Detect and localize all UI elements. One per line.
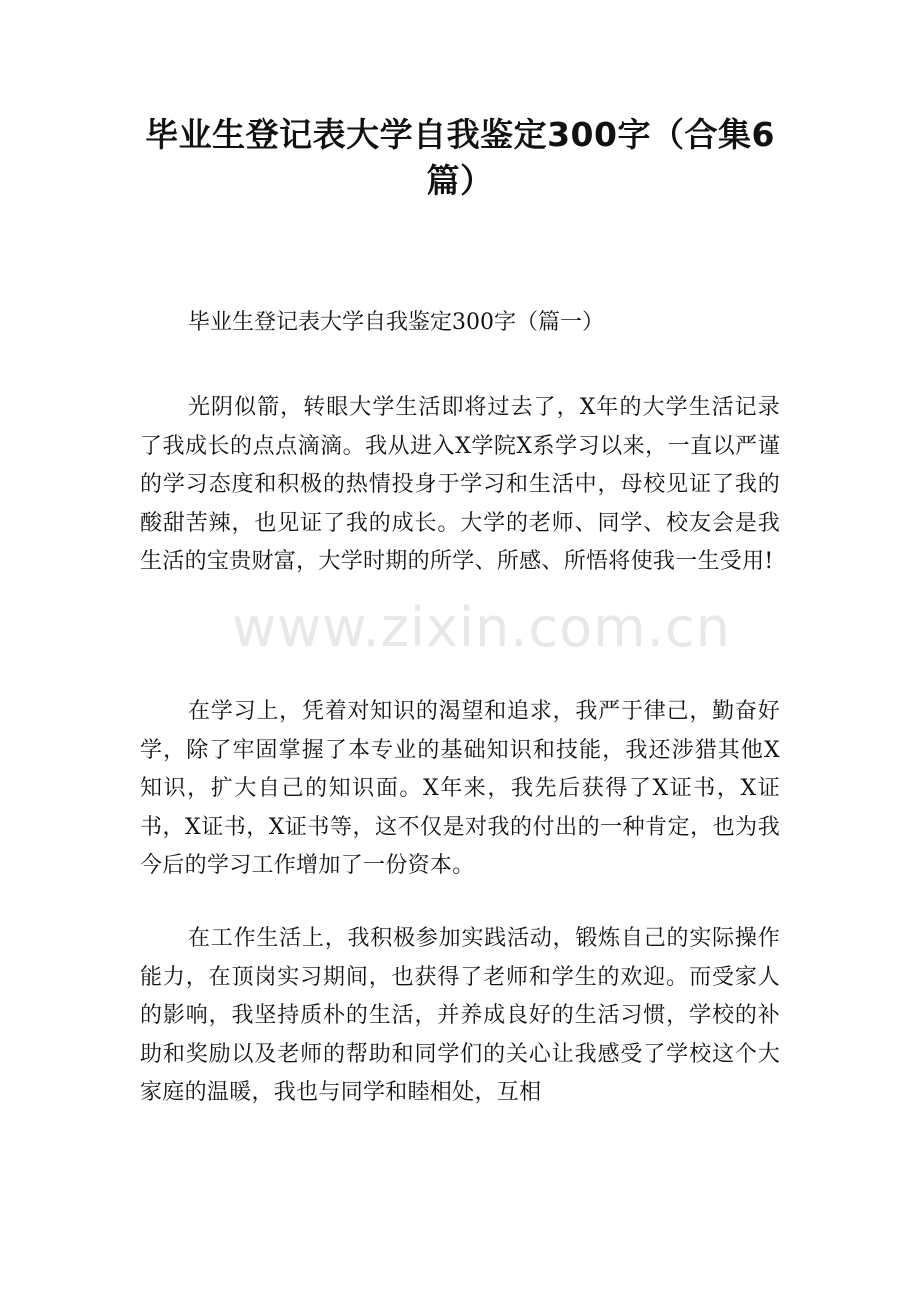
document-title: 毕业生登记表大学自我鉴定300字（合集6篇） (145, 115, 775, 200)
paragraph-1: 光阴似箭，转眼大学生活即将过去了，X年的大学生活记录了我成长的点点滴滴。我从进入X学院X系学习以来，一直以严谨的学习态度和积极的热情投身于学习和生活中，母校见证了我的酸甜苦辣，也见证了我的成长。大学的老师、同学、校友会是我生活的宝贵财富，大学时期的所学、所感、所悟将使我一生受用! (140, 395, 780, 574)
watermark: www.zixin.com.cn (232, 596, 731, 659)
paragraph-3: 在工作生活上，我积极参加实践活动，锻炼自己的实际操作能力，在顶岗实习期间，也获得了老师和学生的欢迎。而受家人的影响，我坚持质朴的生活，并养成良好的生活习惯，学校的补助和奖励以及老师的帮助和同学们的关心让我感受了学校这个大家庭的温暖，我也与同学和睦相处，互相 (140, 926, 780, 1105)
paragraph-2: 在学习上，凭着对知识的渴望和追求，我严于律己，勤奋好学，除了牢固掌握了本专业的基础知识和技能，我还涉猎其他X知识，扩大自己的知识面。X年来，我先后获得了X证书，X证书，X证书，X证书等，这不仅是对我的付出的一种肯定，也为我今后的学习工作增加了一份资本。 (140, 699, 780, 878)
section-heading: 毕业生登记表大学自我鉴定300字（篇一） (188, 310, 604, 335)
